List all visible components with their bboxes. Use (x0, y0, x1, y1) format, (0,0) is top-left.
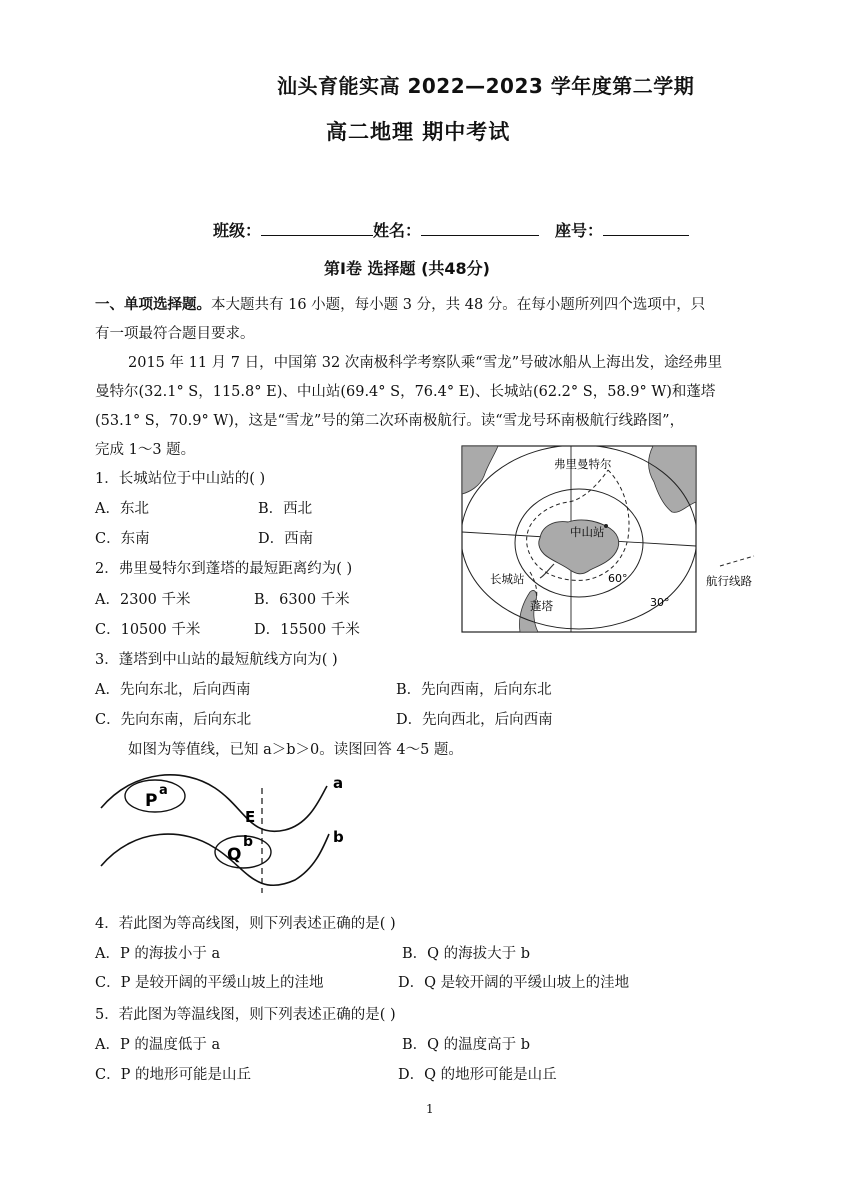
q5-stem: 5．若此图为等温线图，则下列表述正确的是( ) (95, 1007, 396, 1023)
class-label: 班级： (213, 221, 262, 240)
q5-option-c[interactable]: C．P 的地形可能是山丘 (95, 1067, 251, 1083)
q3-stem: 3．蓬塔到中山站的最短航线方向为( ) (95, 652, 338, 668)
passage1-line4: 完成 1～3 题。 (95, 442, 196, 458)
label-a-inner: a (159, 783, 168, 798)
exam-title-line2: 高二地理 期中考试 (326, 120, 511, 144)
class-blank[interactable] (261, 219, 373, 236)
q2-option-a[interactable]: A．2300 千米 (95, 592, 191, 608)
page-number: 1 (426, 1102, 434, 1116)
label-a: a (333, 774, 344, 792)
passage1-line1: 2015 年 11 月 7 日，中国第 32 次南极科学考察队乘“雪龙”号破冰船从上海出发，途经弗里 (128, 355, 723, 371)
q4-stem: 4．若此图为等高线图，则下列表述正确的是( ) (95, 916, 396, 932)
antarctic-route-map (458, 442, 788, 637)
instructions-line2: 有一项最符合题目要求。 (95, 326, 255, 342)
q2-stem: 2．弗里曼特尔到蓬塔的最短距离约为( ) (95, 561, 353, 577)
station-dot (604, 524, 608, 528)
q1-option-a[interactable]: A．东北 (95, 501, 149, 517)
seat-blank[interactable] (603, 219, 689, 236)
q1-option-c[interactable]: C．东南 (95, 531, 150, 547)
label-p: P (145, 791, 158, 811)
exam-title-line1: 汕头育能实高 2022—2023 学年度第二学期 (277, 74, 695, 98)
q3-option-a[interactable]: A．先向东北，后向西南 (95, 682, 251, 698)
label-b: b (333, 828, 344, 846)
legend-route-label: 航行线路 (706, 574, 752, 588)
label-30: 30° (650, 596, 670, 609)
instructions-line1 (95, 293, 705, 314)
passage1-line3: (53.1° S，70.9° W)，这是“雪龙”号的第二次环南极航行。读“雪龙号环南极航行线路图”， (95, 413, 685, 429)
q1-option-b[interactable]: B．西北 (258, 501, 313, 517)
contour-diagram (95, 768, 365, 896)
q3-option-c[interactable]: C．先向东南，后向东北 (95, 712, 252, 728)
q5-option-b[interactable]: B．Q 的温度高于 b (402, 1037, 531, 1053)
q4-option-c[interactable]: C．P 是较开阔的平缓山坡上的洼地 (95, 975, 324, 991)
passage2: 如图为等值线，已知 a＞b＞0。读图回答 4～5 题。 (128, 742, 463, 758)
q5-option-a[interactable]: A．P 的温度低于 a (95, 1037, 221, 1053)
label-b-inner: b (243, 834, 254, 850)
contour-line-b (101, 834, 329, 885)
q5-option-d[interactable]: D．Q 的地形可能是山丘 (398, 1067, 557, 1083)
instructions-heading: 一、单项选择题。 (95, 297, 211, 313)
passage1-line2: 曼特尔(32.1° S，115.8° E)、中山站(69.4° S，76.4° E)、长城站(62.2° S，58.9° W)和蓬塔 (95, 384, 716, 400)
q1-stem: 1．长城站位于中山站的( ) (95, 471, 266, 487)
label-zhongshan: 中山站 (570, 525, 605, 539)
label-q: Q (227, 845, 242, 865)
q2-option-b[interactable]: B．6300 千米 (254, 592, 350, 608)
label-e: E (245, 808, 256, 826)
q1-option-d[interactable]: D．西南 (258, 531, 314, 547)
label-punta: 蓬塔 (530, 599, 553, 613)
name-blank[interactable] (421, 219, 539, 236)
q2-option-d[interactable]: D．15500 千米 (254, 622, 360, 638)
q3-option-b[interactable]: B．先向西南，后向东北 (396, 682, 552, 698)
q2-option-c[interactable]: C．10500 千米 (95, 622, 201, 638)
q4-option-d[interactable]: D．Q 是较开阔的平缓山坡上的洼地 (398, 975, 630, 991)
label-changcheng: 长城站 (490, 572, 525, 586)
q4-option-a[interactable]: A．P 的海拔小于 a (95, 946, 221, 962)
section-title: 第Ⅰ卷 选择题 (共48分) (324, 259, 490, 278)
label-60: 60° (608, 572, 628, 585)
q3-option-d[interactable]: D．先向西北，后向西南 (396, 712, 553, 728)
label-fremantle: 弗里曼特尔 (554, 457, 612, 471)
legend-route-swatch (720, 556, 754, 566)
contour-line-a (101, 775, 327, 831)
seat-label: 座号： (555, 221, 604, 240)
instructions-text: 本大题共有 16 小题，每小题 3 分，共 48 分。在每小题所列四个选项中，只 (211, 297, 706, 313)
student-info-row (213, 218, 689, 241)
name-label: 姓名： (373, 221, 422, 240)
q4-option-b[interactable]: B．Q 的海拔大于 b (402, 946, 531, 962)
